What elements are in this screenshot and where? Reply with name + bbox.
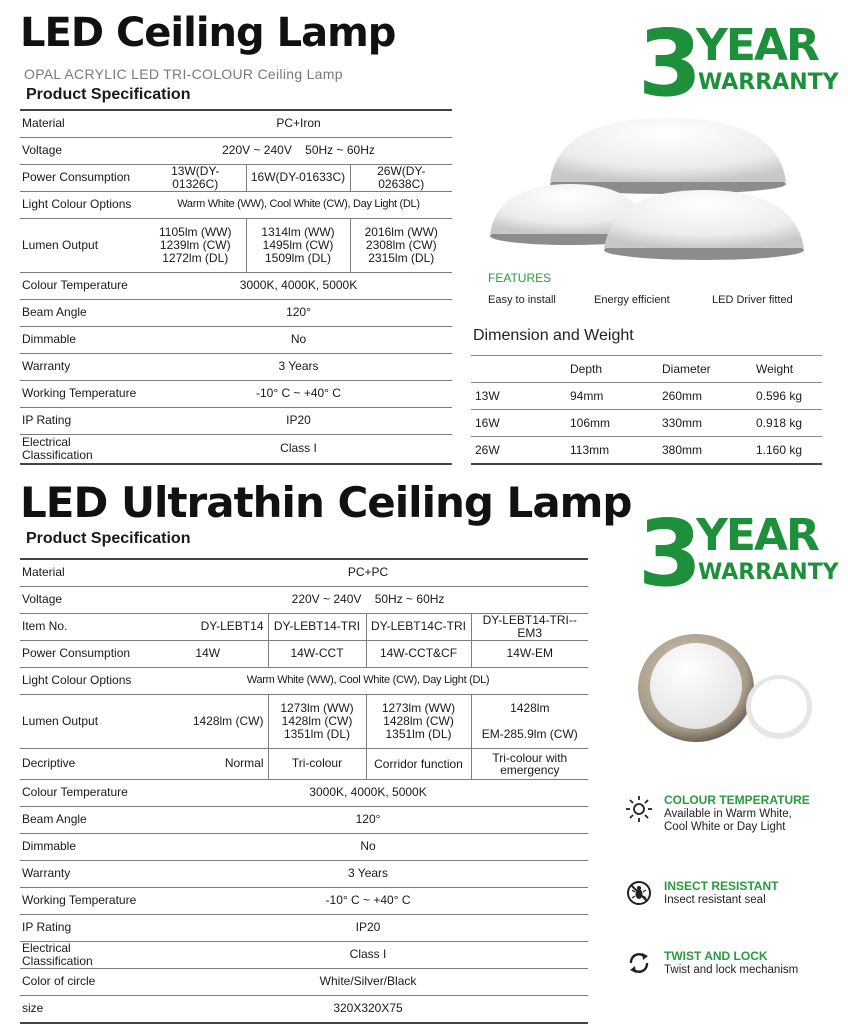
- spec-value: Warm White (WW), Cool White (CW), Day Light (DL): [145, 191, 452, 218]
- spec-label: Working Temperature: [20, 887, 148, 914]
- spec-row-material: [20, 559, 588, 586]
- spec-value: Corridor function: [366, 748, 471, 779]
- insect-icon: [626, 880, 652, 906]
- lumen-line: [476, 715, 585, 728]
- spec-value: No: [145, 326, 452, 353]
- warranty-number: 3: [638, 10, 703, 117]
- lumen-line: 1428lm: [510, 700, 550, 715]
- lumen-line: 2308lm (CW): [365, 237, 437, 252]
- spec-label: Electrical Classification: [20, 941, 148, 968]
- spec-label: Lumen Output: [20, 218, 145, 272]
- spec-label: Item No.: [20, 613, 148, 640]
- dimension-cell: 16W: [471, 410, 566, 437]
- spec-row-power: [20, 640, 588, 667]
- dimension-row: [471, 383, 822, 410]
- spec-label: Power Consumption: [20, 640, 148, 667]
- spec-label: Colour Temperature: [20, 779, 148, 806]
- feature-title: INSECT RESISTANT: [664, 879, 779, 893]
- spec-label: Material: [20, 110, 145, 137]
- dimension-cell: 0.596 kg: [752, 383, 822, 410]
- spec-value: -10° C ~ +40° C: [148, 887, 588, 914]
- spec-value: No: [148, 833, 588, 860]
- section1-spec-heading: Product Specification: [26, 86, 191, 103]
- spec-value: Normal: [148, 748, 268, 779]
- spec-value: DY-LEBT14-TRI--EM3: [471, 613, 588, 640]
- spec-label: Light Colour Options: [20, 667, 148, 694]
- spec-label: Colour Temperature: [20, 272, 145, 299]
- spec-row-material: [20, 110, 452, 137]
- spec-value: 1428lm (CW): [148, 694, 268, 748]
- spec-row-ip: [20, 914, 588, 941]
- spec-value: Tri-colour with emergency: [471, 748, 588, 779]
- dimension-table: [471, 355, 822, 465]
- spec-row-colour-temp: [20, 272, 452, 299]
- section1-subtitle: OPAL ACRYLIC LED TRI-COLOUR Ceiling Lamp: [24, 66, 343, 82]
- spec-value: 14W: [148, 640, 268, 667]
- spec-row-decriptive: [20, 748, 588, 779]
- lumen-line: 1428lm (CW): [383, 713, 454, 728]
- spec-label: Beam Angle: [20, 299, 145, 326]
- features-title: FEATURES: [488, 271, 552, 285]
- lumen-line: EM-285.9lm (CW): [481, 726, 578, 741]
- section1-title: LED Ceiling Lamp: [20, 10, 396, 56]
- spec-value: 3 Years: [148, 860, 588, 887]
- spec-row-circle: [20, 968, 588, 995]
- spec-row-beam: [20, 806, 588, 833]
- spec-label: Warranty: [20, 353, 145, 380]
- sun-icon: [624, 794, 654, 824]
- dimension-header-row: [471, 356, 822, 383]
- spec-value: 13W(DY-01326C): [145, 164, 246, 191]
- spec-value: DY-LEBT14: [148, 613, 268, 640]
- spec-value: 220V ~ 240V 50Hz ~ 60Hz: [145, 137, 452, 164]
- dimension-cell: 260mm: [658, 383, 752, 410]
- warranty-badge: [638, 10, 839, 117]
- spec-value: 3 Years: [145, 353, 452, 380]
- spec-row-lumen: [20, 694, 588, 748]
- dimension-cell: 94mm: [566, 383, 658, 410]
- lumen-line: 2315lm (DL): [368, 250, 435, 265]
- spec-label: Working Temperature: [20, 380, 145, 407]
- feature-desc: Insect resistant seal: [664, 894, 766, 906]
- feature-desc: Twist and lock mechanism: [664, 964, 799, 976]
- spec-label: IP Rating: [20, 407, 145, 434]
- spec-value: 14W-CCT&CF: [366, 640, 471, 667]
- spec-value: IP20: [148, 914, 588, 941]
- spec-value: Warm White (WW), Cool White (CW), Day Light (DL): [148, 667, 588, 694]
- section2-spec-heading: Product Specification: [26, 530, 191, 547]
- dimension-cell: 0.918 kg: [752, 410, 822, 437]
- spec-value: 3000K, 4000K, 5000K: [148, 779, 588, 806]
- spec-value: IP20: [145, 407, 452, 434]
- dimension-cell: 106mm: [566, 410, 658, 437]
- spec-label: Color of circle: [20, 968, 148, 995]
- lumen-line: 2016lm (WW): [364, 224, 438, 239]
- warranty-number: 3: [638, 500, 703, 607]
- spec-row-colour-temp: [20, 779, 588, 806]
- spec-label: Warranty: [20, 860, 148, 887]
- spec-row-dimmable: [20, 833, 588, 860]
- spec-row-size: [20, 995, 588, 1023]
- dimension-cell: 1.160 kg: [752, 437, 822, 465]
- spec-row-voltage: [20, 586, 588, 613]
- feature-item: Energy efficient: [594, 294, 670, 306]
- spec-value: [268, 694, 366, 748]
- spec-value: 3000K, 4000K, 5000K: [145, 272, 452, 299]
- spec-label: Lumen Output: [20, 694, 148, 748]
- spec-label: Voltage: [20, 586, 148, 613]
- spec-label: Material: [20, 559, 148, 586]
- dimension-cell: 380mm: [658, 437, 752, 465]
- spec-row-ip: [20, 407, 452, 434]
- lumen-line: 1239lm (CW): [159, 237, 231, 252]
- dimension-cell: 13W: [471, 383, 566, 410]
- spec-row-electrical: [20, 434, 452, 464]
- spec-value: [145, 218, 246, 272]
- spec-value: PC+Iron: [145, 110, 452, 137]
- feature-desc: Available in Warm White, Cool White or Day Light: [664, 808, 792, 833]
- spec-label: Dimmable: [20, 833, 148, 860]
- spec-row-working-temp: [20, 887, 588, 914]
- spec-label: IP Rating: [20, 914, 148, 941]
- spec-value: [350, 218, 452, 272]
- spec-label: size: [20, 995, 148, 1023]
- feature-item: LED Driver fitted: [712, 294, 793, 306]
- spec-row-beam: [20, 299, 452, 326]
- warranty-badge: [638, 500, 839, 607]
- spec-row-working-temp: [20, 380, 452, 407]
- dimension-cell: 26W: [471, 437, 566, 465]
- spec-value: Class I: [145, 434, 452, 464]
- spec-value: DY-LEBT14-TRI: [268, 613, 366, 640]
- spec-row-light: [20, 667, 588, 694]
- spec-value: 120°: [148, 806, 588, 833]
- spec-row-warranty: [20, 353, 452, 380]
- spec-value: 14W-EM: [471, 640, 588, 667]
- ceiling-lamp-image: [488, 112, 818, 272]
- spec-value: -10° C ~ +40° C: [145, 380, 452, 407]
- lumen-line: 1272lm (DL): [162, 250, 229, 265]
- spec-label: Electrical Classification: [20, 434, 145, 464]
- dimension-header: Depth: [566, 356, 658, 383]
- dimension-header: Weight: [752, 356, 822, 383]
- ultrathin-lamp-image: [636, 632, 816, 744]
- twist-lock-icon: [626, 950, 652, 976]
- spec-value: [471, 694, 588, 748]
- spec-value: [246, 218, 350, 272]
- lumen-line: 1105lm (WW): [159, 224, 232, 239]
- spec-label: Power Consumption: [20, 164, 145, 191]
- spec-value: 14W-CCT: [268, 640, 366, 667]
- dimension-cell: 330mm: [658, 410, 752, 437]
- dimension-header: Diameter: [658, 356, 752, 383]
- spec-row-warranty: [20, 860, 588, 887]
- lumen-line: 1428lm (CW): [281, 713, 353, 728]
- spec-value: Tri-colour: [268, 748, 366, 779]
- warranty-label: WARRANTY: [698, 560, 839, 585]
- lumen-line: 1273lm (WW): [381, 700, 456, 715]
- spec-row-power: [20, 164, 452, 191]
- dimension-row: [471, 410, 822, 437]
- warranty-year-label: YEAR: [696, 510, 818, 561]
- spec-value: 120°: [145, 299, 452, 326]
- dimension-header: [471, 356, 566, 383]
- spec-value: 220V ~ 240V 50Hz ~ 60Hz: [148, 586, 588, 613]
- spec-row-electrical: [20, 941, 588, 968]
- spec-value: PC+PC: [148, 559, 588, 586]
- feature-item: Easy to install: [488, 294, 556, 306]
- section2-title: LED Ultrathin Ceiling Lamp: [20, 478, 632, 527]
- spec-label: Voltage: [20, 137, 145, 164]
- spec-value: White/Silver/Black: [148, 968, 588, 995]
- lumen-line: 1273lm (WW): [280, 700, 354, 715]
- dimension-cell: 113mm: [566, 437, 658, 465]
- warranty-year-label: YEAR: [696, 20, 818, 71]
- spec-row-item-no: [20, 613, 588, 640]
- spec-label: Light Colour Options: [20, 191, 145, 218]
- spec-value: 320X320X75: [148, 995, 588, 1023]
- lumen-line: 1314lm (WW): [261, 224, 335, 239]
- spec-value: 26W(DY-02638C): [350, 164, 452, 191]
- feature-title: TWIST AND LOCK: [664, 949, 768, 963]
- spec-row-light: [20, 191, 452, 218]
- spec-value: 16W(DY-01633C): [246, 164, 350, 191]
- dimension-title: Dimension and Weight: [473, 327, 634, 344]
- spec-row-dimmable: [20, 326, 452, 353]
- spec-value: DY-LEBT14C-TRI: [366, 613, 471, 640]
- lumen-line: 1351lm (DL): [385, 726, 452, 741]
- spec-label: Beam Angle: [20, 806, 148, 833]
- spec-value: [366, 694, 471, 748]
- warranty-label: WARRANTY: [698, 70, 839, 95]
- spec-label: Decriptive: [20, 748, 148, 779]
- spec-row-lumen: [20, 218, 452, 272]
- spec-label: Dimmable: [20, 326, 145, 353]
- lumen-line: 1351lm (DL): [283, 726, 351, 741]
- spec-value: Class I: [148, 941, 588, 968]
- feature-title: COLOUR TEMPERATURE: [664, 793, 810, 807]
- section1-spec-table: [20, 109, 452, 465]
- lumen-line: 1495lm (CW): [262, 237, 334, 252]
- spec-row-voltage: [20, 137, 452, 164]
- section2-spec-table: [20, 558, 588, 1024]
- lumen-line: 1509lm (DL): [264, 250, 332, 265]
- dimension-row: [471, 437, 822, 465]
